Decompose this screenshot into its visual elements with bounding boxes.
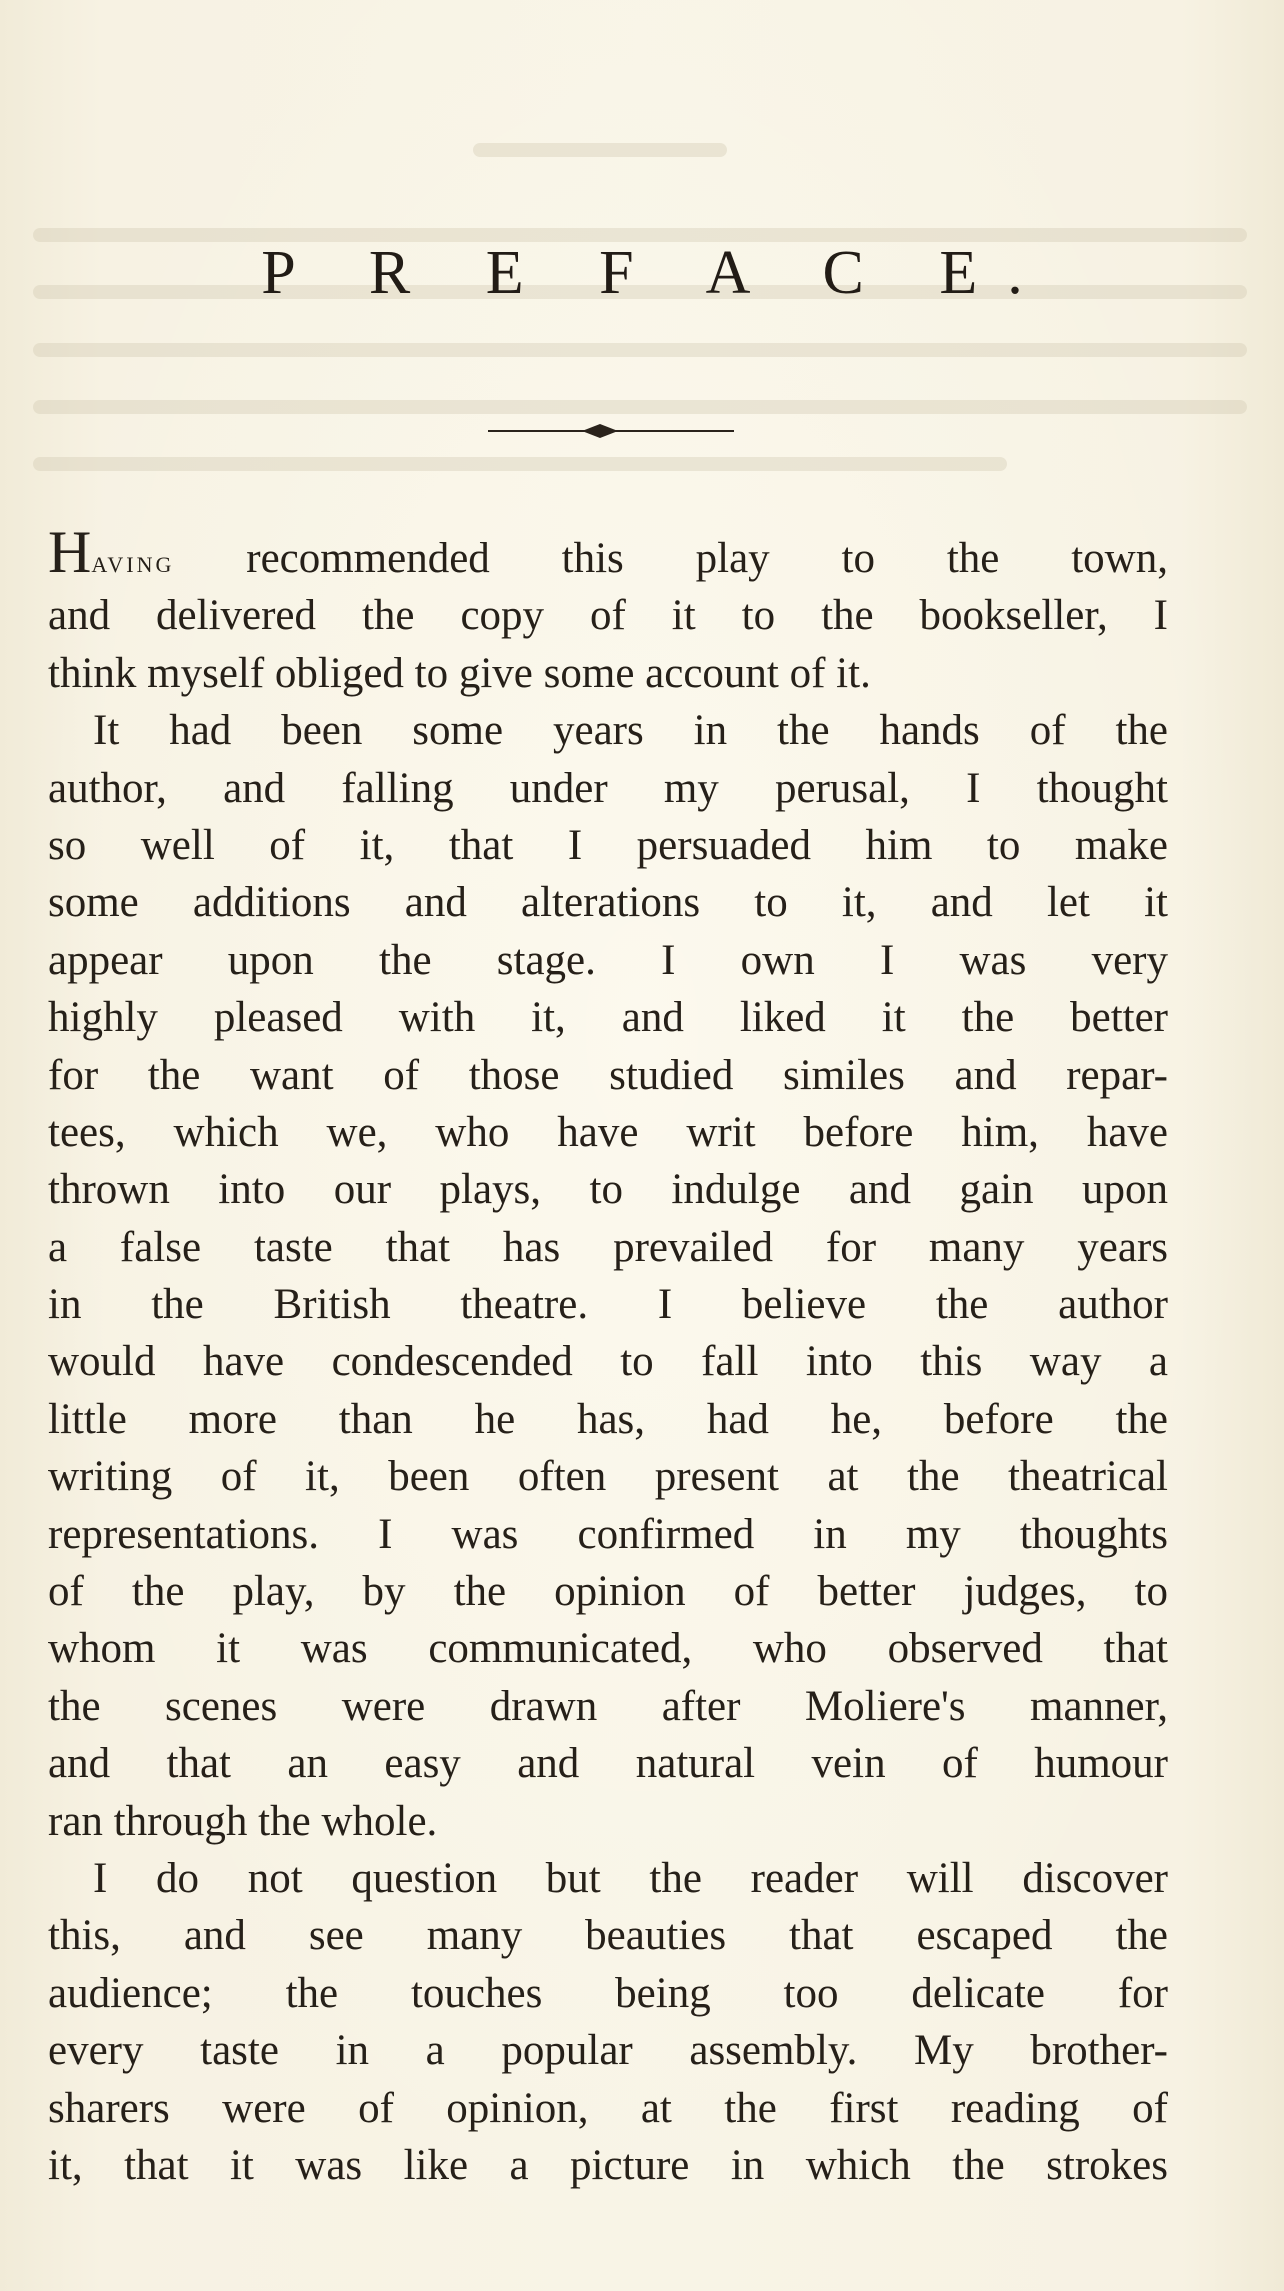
text-line-13: a false taste that has prevailed for many years (48, 1223, 1168, 1271)
text-line-15: would have condescended to fall into this way a (48, 1338, 1168, 1386)
text-line-2: and delivered the copy of it to the bookseller, I (48, 592, 1168, 640)
text-line-17: writing of it, been often present at the theatrical (48, 1453, 1168, 1501)
text-line-22: and that an easy and natural vein of humour (48, 1740, 1168, 1788)
text-line-16: little more than he has, had he, before the (48, 1395, 1168, 1443)
text-line-12: thrown into our plays, to indulge and gain upon (48, 1166, 1168, 1214)
diamond-rule-icon (488, 418, 734, 444)
text-line-4: It had been some years in the hands of the (93, 707, 1168, 755)
preface-text (48, 519, 1168, 2194)
text-line-14: in the British theatre. I believe the author (48, 1281, 1168, 1329)
text-line-20: whom it was communicated, who observed that (48, 1625, 1168, 1673)
text-line-21: the scenes were drawn after Moliere's manner, (48, 1682, 1168, 1730)
text-line-26: audience; the touches being too delicate for (48, 1969, 1168, 2017)
text-line-19: of the play, by the opinion of better judges, to (48, 1568, 1168, 1616)
text-line-7: some additions and alterations to it, and let it (48, 879, 1168, 927)
text-line-11: tees, which we, who have writ before him, have (48, 1108, 1168, 1156)
text-line-9: highly pleased with it, and liked it the better (48, 994, 1168, 1042)
text-line-3: think myself obliged to give some account of it. (48, 649, 871, 697)
text-line-10: for the want of those studied similes and repar- (48, 1051, 1168, 1099)
drop-cap: H (48, 519, 92, 585)
small-caps-word: aving (91, 543, 175, 579)
text-line-28: sharers were of opinion, at the first reading of (48, 2084, 1168, 2132)
text-line-6: so well of it, that I persuaded him to make (48, 821, 1168, 869)
text-line-5: author, and falling under my perusal, I thought (48, 764, 1168, 812)
text-line-8: appear upon the stage. I own I was very (48, 936, 1168, 984)
text-line-29: it, that it was like a picture in which the strokes (48, 2141, 1168, 2189)
text-line-24: I do not question but the reader will discover (93, 1854, 1168, 1902)
text-line-1: Having recommended this play to the town, (48, 519, 1168, 585)
text-line-18: representations. I was confirmed in my thoughts (48, 1510, 1168, 1558)
text-line-23: ran through the whole. (48, 1797, 438, 1845)
text-line-27: every taste in a popular assembly. My brother- (48, 2027, 1168, 2075)
text-line-25: this, and see many beauties that escaped the (48, 1912, 1168, 1960)
page-title: P R E F A C E. (261, 239, 1053, 307)
